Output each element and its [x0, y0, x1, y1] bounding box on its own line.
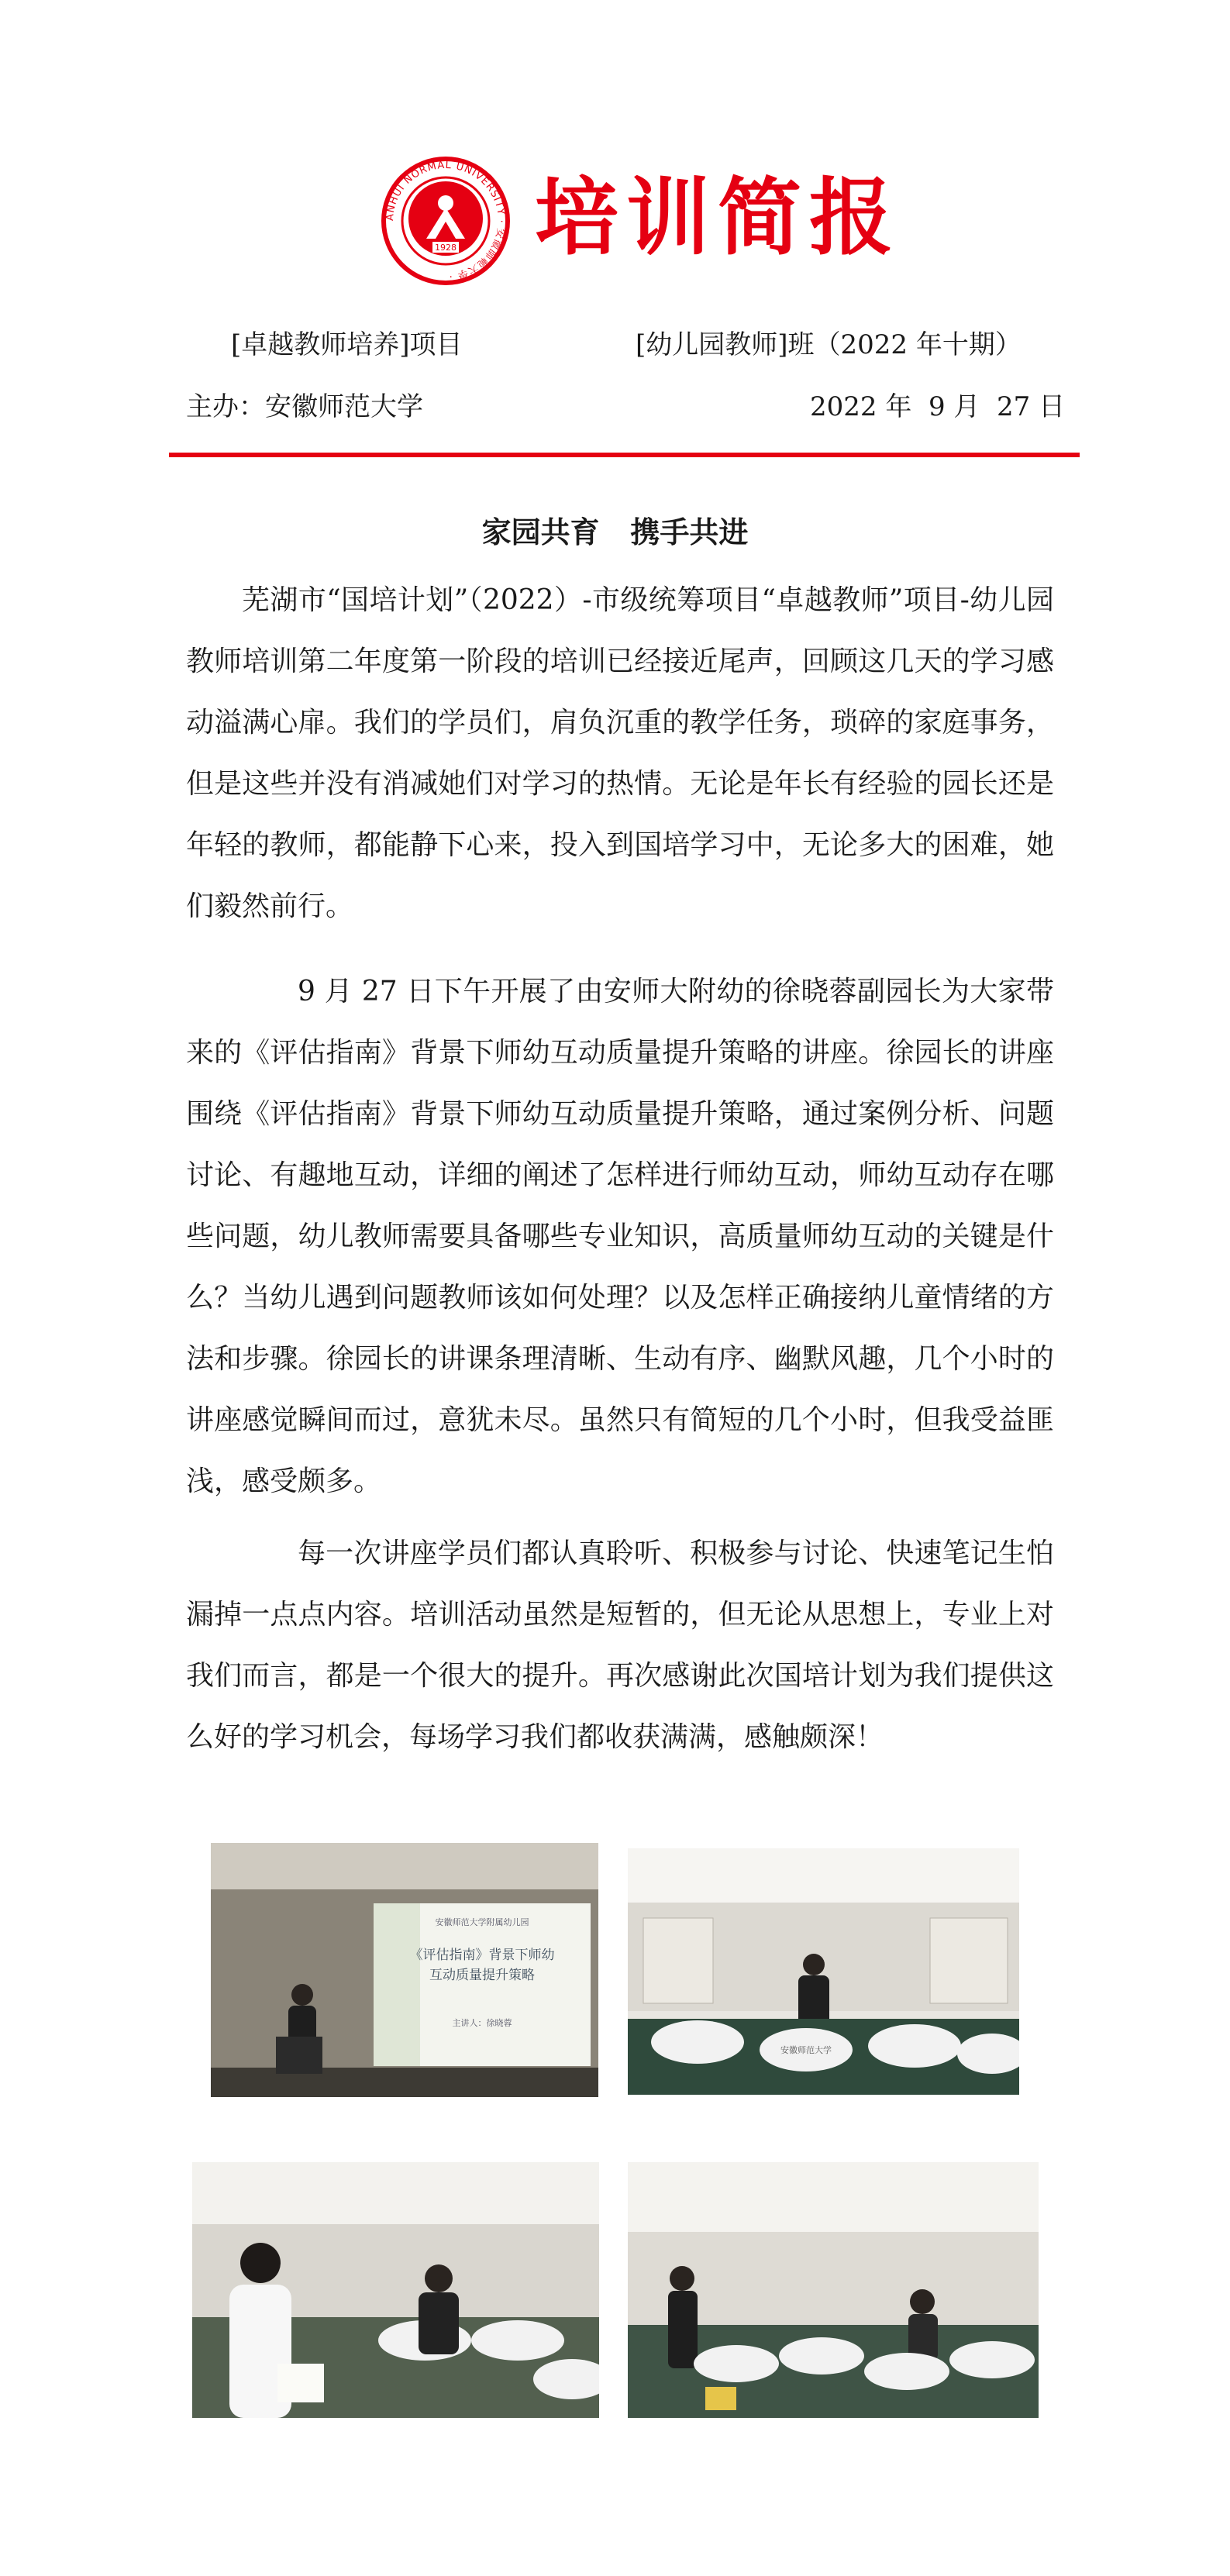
- svg-text:1928: 1928: [435, 243, 457, 253]
- slide-title-line2: 互动质量提升策略: [429, 1968, 535, 1983]
- project-label: [卓越教师培养]项目: [231, 329, 463, 360]
- article-title: 家园共育 携手共进: [481, 515, 749, 549]
- article-paragraph-1: 芜湖市“国培计划”（2022）-市级统筹项目“卓越教师”项目-幼儿园教师培训第二年度第一阶段的培训已经接近尾声，回顾这几天的学习感动溢满心扉。我们的学员们，肩负沉重的教学任务，琐碎的家庭事务，但是这些并没有消减她们对学习的热情。无论是年长有经验的园长还是年轻的教师，都能静下心来，投入到国培学习中，无论多大的困难，她们毅然前行。: [186, 584, 1054, 922]
- slide-speaker: 主讲人：徐晓蓉: [452, 2018, 512, 2028]
- bulletin-date: 2022 年 9 月 27 日: [810, 391, 1066, 422]
- university-seal-icon: [380, 155, 512, 287]
- organizer-label: 主办：安徽师范大学: [186, 391, 423, 422]
- photo-lecture-slide: [211, 1843, 598, 2097]
- photo-speaker-classroom: [628, 1848, 1019, 2095]
- photo-classroom-interaction: [628, 2162, 1039, 2418]
- svg-text:ANHUI NORMAL UNIVERSITY · 安徽師範: ANHUI NORMAL UNIVERSITY · 安徽師範大學 ·: [384, 159, 508, 282]
- photo-discussion: [192, 2162, 599, 2418]
- header-divider: [169, 453, 1080, 457]
- university-logo: [380, 155, 512, 287]
- chair-cover-text: 安徽师范大学: [780, 2045, 832, 2055]
- slide-header: 安徽师范大学附属幼儿园: [435, 1917, 529, 1927]
- slide-title-line1: 《评估指南》背景下师幼: [409, 1947, 555, 1963]
- bulletin-title: 培训简报: [535, 170, 901, 267]
- article-paragraph-3: 每一次讲座学员们都认真聆听、积极参与讨论、快速笔记生怕漏掉一点点内容。培训活动虽然是短暂的，但无论从思想上，专业上对我们而言，都是一个很大的提升。再次感谢此次国培计划为我们提供这么好的学习机会，每场学习我们都收获满满，感触颇深！: [186, 1538, 1054, 1753]
- class-label: [幼儿园教师]班（2022 年十期）: [636, 329, 1022, 360]
- article-paragraph-2: 9 月 27 日下午开展了由安师大附幼的徐晓蓉副园长为大家带来的《评估指南》背景下师幼互动质量提升策略的讲座。徐园长的讲座围绕《评估指南》背景下师幼互动质量提升策略，通过案例分析、问题讨论、有趣地互动，详细的阐述了怎样进行师幼互动，师幼互动存在哪些问题，幼儿教师需要具备哪些专业知识，高质量师幼互动的关键是什么？当幼儿遇到问题教师该如何处理？以及怎样正确接纳儿童情绪的方法和步骤。徐园长的讲课条理清晰、生动有序、幽默风趣，几个小时的讲座感觉瞬间而过，意犹未尽。虽然只有简短的几个小时，但我受益匪浅，感受颇多。: [186, 976, 1054, 1497]
